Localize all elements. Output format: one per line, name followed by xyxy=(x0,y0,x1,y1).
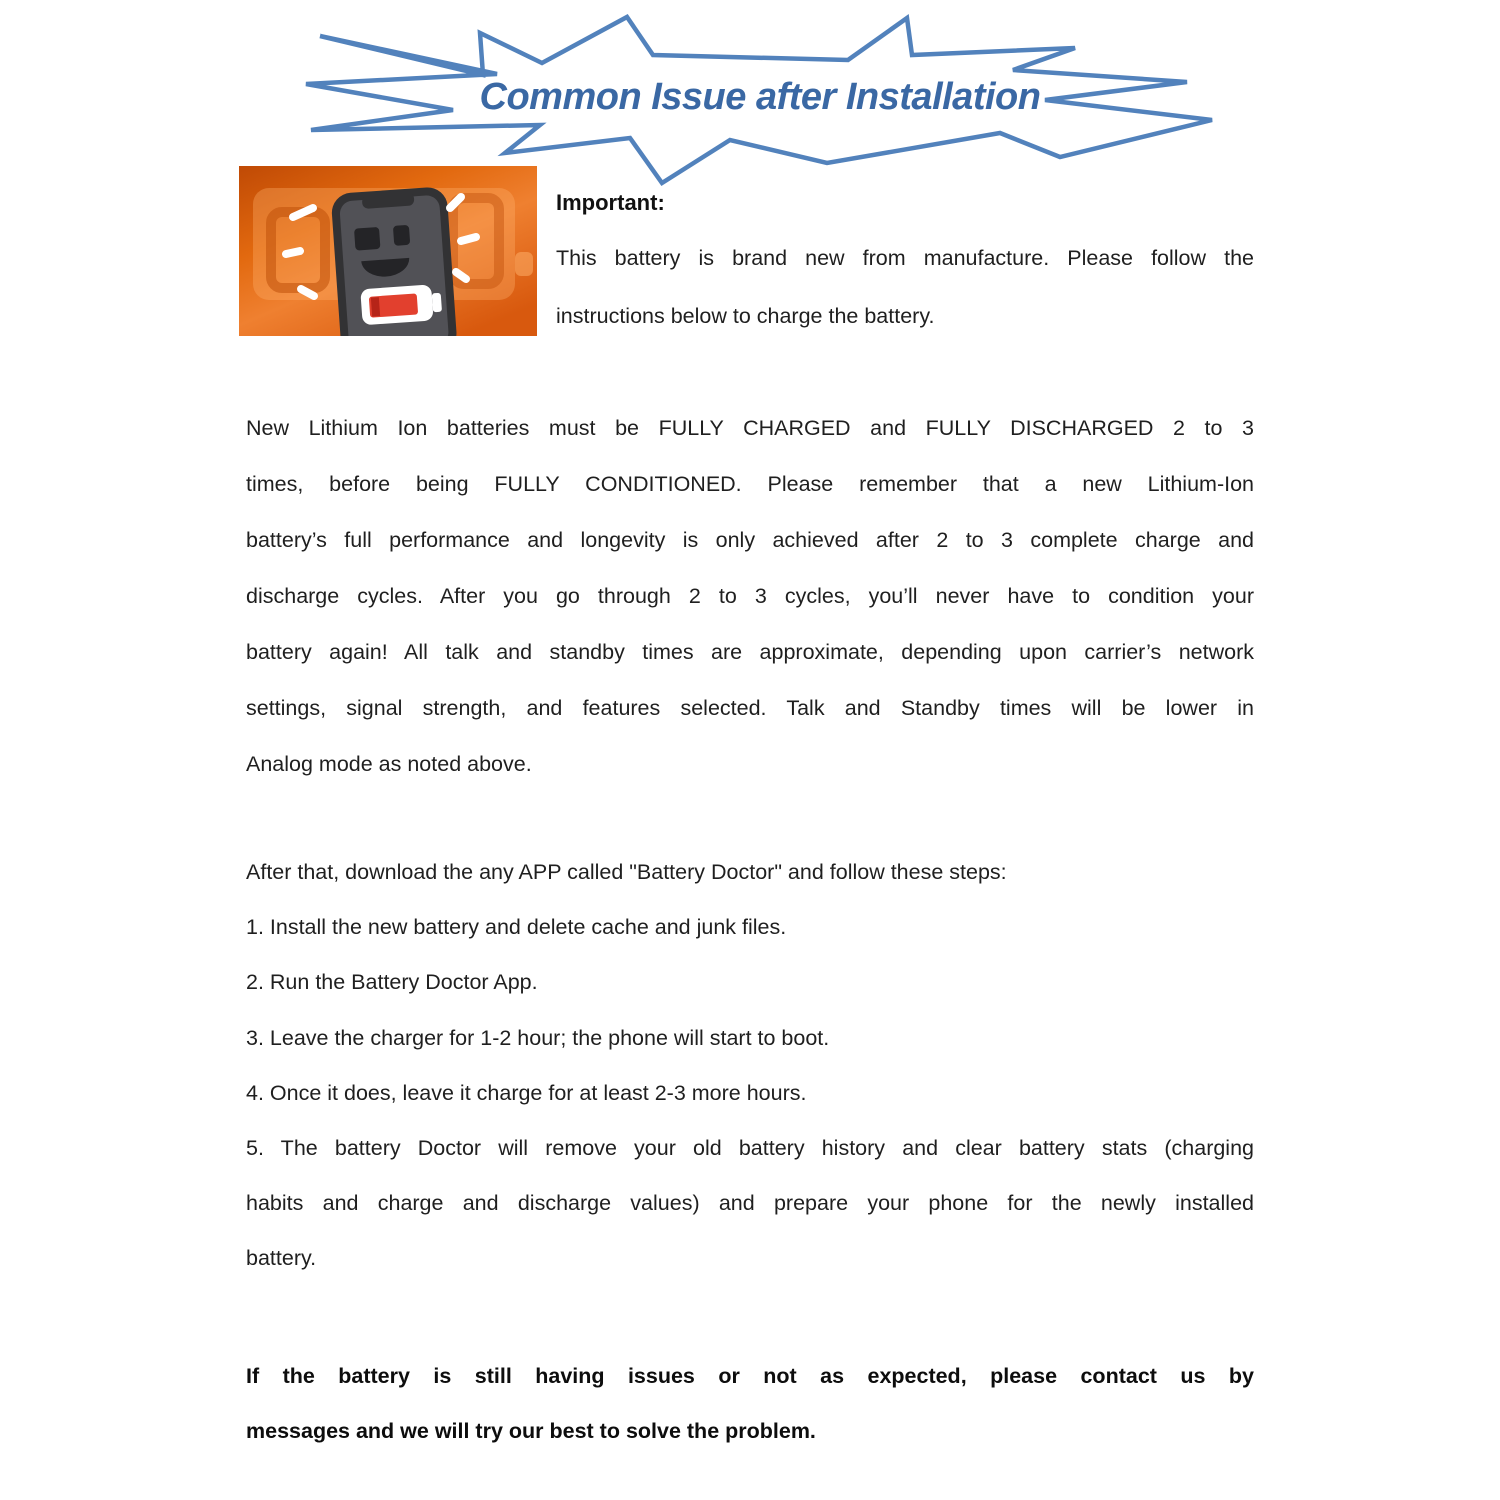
step-item: 3. Leave the charger for 1-2 hour; the phone will start to boot. xyxy=(246,1025,830,1050)
paragraph-line: This battery is brand new from manufacture. Please follow the xyxy=(556,246,1254,270)
steps-intro: After that, download the any APP called "Battery Doctor" and follow these steps: xyxy=(246,860,1007,884)
low-battery-illustration xyxy=(239,166,537,336)
paragraph-line: times, before being FULLY CONDITIONED. Please remember that a new Lithium-Ion xyxy=(246,472,1254,496)
paragraph-line: New Lithium Ion batteries must be FULLY CHARGED and FULLY DISCHARGED 2 to 3 xyxy=(246,416,1254,440)
closing-paragraph xyxy=(246,1349,1254,1458)
step-item: 1. Install the new battery and delete cache and junk files. xyxy=(246,915,787,940)
paragraph-line: discharge cycles. After you go through 2 to 3 cycles, you’ll never have to condition your xyxy=(246,584,1254,608)
paragraph-line: battery again! All talk and standby times are approximate, depending upon carrier’s network xyxy=(246,640,1254,664)
paragraph-line: instructions below to charge the battery. xyxy=(556,303,935,328)
phone-eye-left xyxy=(354,227,380,251)
main-paragraph xyxy=(246,400,1254,792)
step-item: 5. The battery Doctor will remove your old battery history and clear battery stats (charging xyxy=(246,1136,1254,1161)
important-paragraph xyxy=(556,230,1254,345)
paragraph-line: settings, signal strength, and features selected. Talk and Standby times will be lower in xyxy=(246,696,1254,720)
hero-image xyxy=(239,166,537,336)
important-heading: Important: xyxy=(556,190,665,215)
step-item: 2. Run the Battery Doctor App. xyxy=(246,970,538,995)
page-title: Common Issue after Installation xyxy=(479,76,1041,118)
paragraph-line: battery’s full performance and longevity is only achieved after 2 to 3 complete charge and xyxy=(246,528,1254,552)
phone-eye-right xyxy=(393,225,410,246)
step-item: 4. Once it does, leave it charge for at least 2-3 more hours. xyxy=(246,1080,807,1105)
paragraph-line: If the battery is still having issues or not as expected, please contact us by xyxy=(246,1364,1254,1388)
steps-list xyxy=(246,845,1254,1287)
step-item: habits and charge and discharge values) and prepare your phone for the newly installed xyxy=(246,1191,1254,1216)
paragraph-line: Analog mode as noted above. xyxy=(246,752,532,776)
sad-phone-icon xyxy=(331,186,458,336)
step-item: battery. xyxy=(246,1246,317,1271)
paragraph-line: messages and we will try our best to solve the problem. xyxy=(246,1418,816,1443)
